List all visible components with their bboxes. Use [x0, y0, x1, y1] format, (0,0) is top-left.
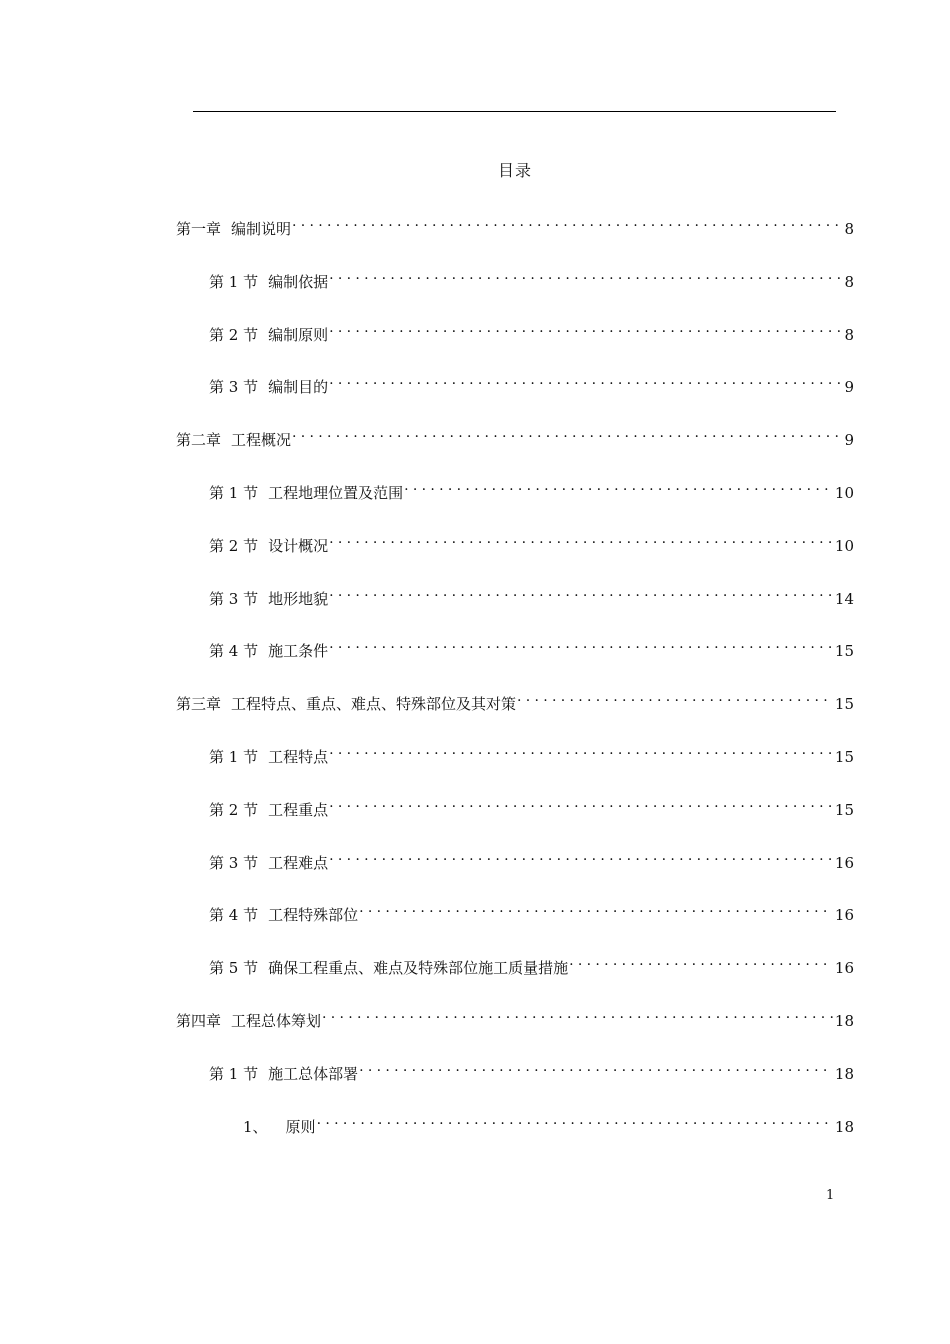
toc-dot-leader [329, 316, 842, 340]
toc-entry[interactable] [209, 738, 854, 766]
toc-entry-label: 工程特点 [268, 748, 329, 766]
toc-entry-page: 10 [834, 484, 854, 502]
toc-entry-label: 设计概况 [268, 537, 329, 555]
toc-entry-page: 18 [834, 1012, 854, 1030]
toc-dot-leader [322, 1002, 833, 1026]
toc-entry-label: 地形地貌 [268, 590, 329, 608]
toc-entry-page: 10 [834, 537, 854, 555]
toc-entry-label: 原则 [285, 1118, 316, 1136]
toc-dot-leader [329, 791, 833, 815]
toc-entry-number: 第四章 [176, 1012, 222, 1030]
toc-entry-page: 16 [834, 959, 854, 977]
toc-entry-page: 15 [834, 748, 854, 766]
toc-entry-number: 第 1 节 [209, 748, 259, 766]
toc-entry-label: 工程地理位置及范围 [268, 484, 404, 502]
toc-entry-number: 第 2 节 [209, 537, 259, 555]
toc-dot-leader [329, 527, 833, 551]
toc-entry-page: 8 [844, 326, 854, 344]
toc-entry-number: 第 3 节 [209, 590, 259, 608]
toc-entry-number: 第 3 节 [209, 854, 259, 872]
toc-entry[interactable] [243, 1108, 854, 1136]
toc-entry-label: 工程特殊部位 [268, 906, 359, 924]
toc-entry-page: 16 [834, 854, 854, 872]
toc-entry[interactable] [209, 1055, 854, 1083]
toc-entry[interactable] [209, 474, 854, 502]
toc-entry-number: 第一章 [176, 220, 222, 238]
toc-entry-label: 工程特点、重点、难点、特殊部位及其对策 [231, 695, 517, 713]
toc-entry-label: 编制原则 [268, 326, 329, 344]
toc-entry-number: 第 3 节 [209, 378, 259, 396]
toc-entry-label: 施工条件 [268, 642, 329, 660]
toc-entry[interactable] [176, 421, 854, 449]
toc-entry[interactable] [209, 844, 854, 872]
toc-entry[interactable] [176, 1002, 854, 1030]
toc-entry[interactable] [209, 263, 854, 291]
toc-entry-number: 第 1 节 [209, 1065, 259, 1083]
toc-entry-label: 工程难点 [268, 854, 329, 872]
toc-entry-number: 第二章 [176, 431, 222, 449]
toc-entry-page: 15 [834, 695, 854, 713]
toc-entry[interactable] [209, 896, 854, 924]
toc-entry-number: 第 4 节 [209, 906, 259, 924]
toc-entry-number: 第 5 节 [209, 959, 259, 977]
toc-dot-leader [329, 738, 833, 762]
toc-entry-page: 18 [834, 1118, 854, 1136]
toc-dot-leader [292, 421, 842, 445]
toc-dot-leader [569, 949, 833, 973]
toc-entry-label: 确保工程重点、难点及特殊部位施工质量措施 [268, 959, 569, 977]
toc-entry-number: 第三章 [176, 695, 222, 713]
toc-entry[interactable] [209, 632, 854, 660]
toc-entry-number: 第 2 节 [209, 801, 259, 819]
toc-entry-number: 1、 [243, 1118, 268, 1136]
toc-entry-number: 第 1 节 [209, 484, 259, 502]
toc-entry-label: 施工总体部署 [268, 1065, 359, 1083]
toc-entry[interactable] [209, 527, 854, 555]
toc-entry[interactable] [209, 368, 854, 396]
toc-entry-number: 第 2 节 [209, 326, 259, 344]
toc-entry-page: 18 [834, 1065, 854, 1083]
toc-dot-leader [359, 896, 833, 920]
toc-entry-label: 工程总体筹划 [231, 1012, 322, 1030]
toc-entry-page: 9 [844, 431, 854, 449]
toc-entry[interactable] [176, 685, 854, 713]
toc-entry-label: 编制说明 [231, 220, 292, 238]
toc-entry-number: 第 1 节 [209, 273, 259, 291]
toc-entry-page: 15 [834, 642, 854, 660]
toc-entry-label: 工程概况 [231, 431, 292, 449]
toc-entry-page: 8 [844, 220, 854, 238]
toc-entry[interactable] [209, 791, 854, 819]
toc-entry-page: 8 [844, 273, 854, 291]
toc-entry[interactable] [209, 949, 854, 977]
toc-dot-leader [404, 474, 833, 498]
toc-entry-label: 编制目的 [268, 378, 329, 396]
toc-entry-page: 14 [834, 590, 854, 608]
toc-dot-leader [317, 1108, 833, 1132]
page-number: 1 [826, 1188, 835, 1203]
toc-dot-leader [329, 632, 833, 656]
toc-entry[interactable] [176, 210, 854, 238]
toc-dot-leader [329, 263, 842, 287]
toc-title: 目录 [497, 161, 532, 180]
toc-entry[interactable] [209, 580, 854, 608]
toc-entry-label: 工程重点 [268, 801, 329, 819]
toc-dot-leader [292, 210, 842, 234]
toc-dot-leader [359, 1055, 833, 1079]
toc-dot-leader [329, 368, 842, 392]
toc-entry-page: 9 [844, 378, 854, 396]
toc-dot-leader [517, 685, 833, 709]
toc-entry-page: 15 [834, 801, 854, 819]
toc-entry[interactable] [209, 316, 854, 344]
toc-dot-leader [329, 844, 833, 868]
toc-entry-label: 编制依据 [268, 273, 329, 291]
toc-entry-number: 第 4 节 [209, 642, 259, 660]
toc-entry-page: 16 [834, 906, 854, 924]
toc-dot-leader [329, 580, 833, 604]
